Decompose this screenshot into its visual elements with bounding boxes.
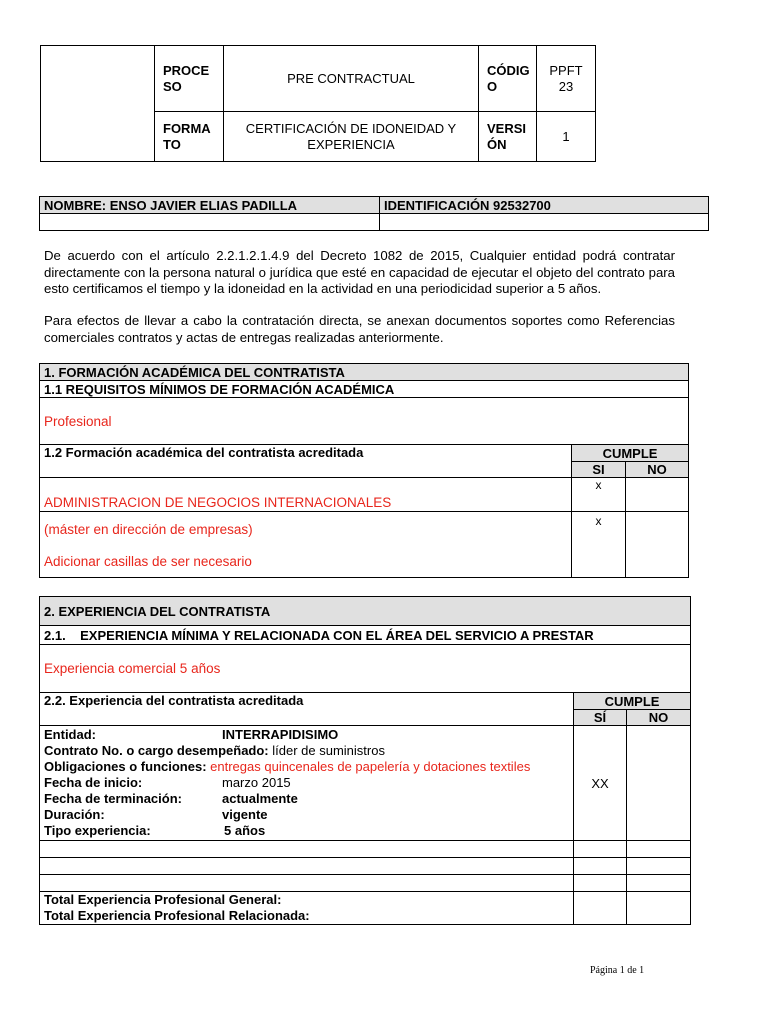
experiencia-title: 2. EXPERIENCIA DEL CONTRATISTA <box>40 597 691 626</box>
table-row <box>40 512 689 578</box>
formacion-row-si: x <box>572 478 626 512</box>
proceso-label: PROCE SO <box>155 46 224 112</box>
nombre-label: NOMBRE: ENSO JAVIER ELIAS PADILLA <box>40 197 380 214</box>
annex-paragraph: Para efectos de llevar a cabo la contratación directa, se anexan documentos soportes como Referencias comerciales contratos y actas de entregas realizadas anteriormente. <box>44 313 675 345</box>
empty-cell <box>40 858 574 875</box>
table-row <box>40 478 689 512</box>
empty-cell <box>574 892 627 925</box>
experiencia-cumple-header: CUMPLE <box>574 693 691 710</box>
formacion-no-header: NO <box>626 462 689 478</box>
empty-cell <box>40 875 574 892</box>
experiencia-entry <box>40 726 574 841</box>
experiencia-no-header: NO <box>627 710 691 726</box>
duracion-value: vigente <box>222 807 268 822</box>
empty-cell <box>627 841 691 858</box>
identificacion-value-cell <box>380 214 709 231</box>
tipo-value: 5 años <box>224 823 266 838</box>
empty-cell <box>40 841 574 858</box>
formacion-row-text: ADMINISTRACION DE NEGOCIOS INTERNACIONALES <box>40 478 572 512</box>
formacion-row-si: x <box>572 512 626 578</box>
experiencia-acreditada-label: 2.2. Experiencia del contratista acreditada <box>40 693 574 726</box>
formacion-title: 1. FORMACIÓN ACADÉMICA DEL CONTRATISTA <box>40 364 689 381</box>
duracion-label: Duración: <box>44 807 105 822</box>
experiencia-min-value: Experiencia comercial 5 años <box>40 645 691 693</box>
page-number: Página 1 de 1 <box>590 965 645 976</box>
empty-cell <box>574 841 627 858</box>
entidad-value: INTERRAPIDISIMO <box>222 727 339 742</box>
inicio-label: Fecha de inicio: <box>44 775 143 790</box>
formacion-row-cell <box>40 512 572 578</box>
formacion-cumple-header: CUMPLE <box>572 445 689 462</box>
contrato-label: Contrato No. o cargo desempeñado: <box>44 743 269 758</box>
table-row <box>40 875 691 892</box>
table-row <box>40 892 691 925</box>
formato-label: FORMA TO <box>155 112 224 162</box>
logo-cell <box>41 46 155 162</box>
terminacion-value: actualmente <box>222 791 298 806</box>
codigo-value: PPFT 23 <box>537 46 596 112</box>
contrato-value: líder de suministros <box>272 743 385 758</box>
formacion-acreditada-label: 1.2 Formación académica del contratista acreditada <box>40 445 572 478</box>
totals-cell <box>40 892 574 925</box>
formacion-row-no <box>626 478 689 512</box>
experiencia-row-si: XX <box>574 726 627 841</box>
experiencia-si-header: SÍ <box>574 710 627 726</box>
experiencia-min-subtitle: 2.1. EXPERIENCIA MÍNIMA Y RELACIONADA CON EL ÁREA DEL SERVICIO A PRESTAR <box>40 626 691 645</box>
formacion-row-text: (máster en dirección de empresas) <box>44 522 253 537</box>
total-general-label: Total Experiencia Profesional General: <box>44 892 282 907</box>
table-row <box>40 841 691 858</box>
formacion-min-subtitle: 1.1 REQUISITOS MÍNIMOS DE FORMACIÓN ACADÉMICA <box>40 381 689 398</box>
formacion-si-header: SI <box>572 462 626 478</box>
identificacion-label: IDENTIFICACIÓN 92532700 <box>380 197 709 214</box>
version-label: VERSI ÓN <box>479 112 537 162</box>
codigo-label: CÓDIG O <box>479 46 537 112</box>
obligaciones-value: entregas quincenales de papelería y dotaciones textiles <box>210 759 531 774</box>
proceso-value: PRE CONTRACTUAL <box>224 46 479 112</box>
empty-cell <box>574 858 627 875</box>
empty-cell <box>627 875 691 892</box>
table-row <box>40 858 691 875</box>
identity-table <box>39 196 709 231</box>
intro-paragraph: De acuerdo con el artículo 2.2.1.2.1.4.9 del Decreto 1082 de 2015, Cualquier entidad podrá contratar directamente con la persona natural o jurídica que esté en capacidad de ejecutar el objeto del contrato para esto certificamos el tiempo y la idoneidad en la actividad en una periodicidad superior a 5 años. <box>44 248 675 296</box>
entidad-label: Entidad: <box>44 727 96 742</box>
empty-cell <box>627 858 691 875</box>
formato-value: CERTIFICACIÓN DE IDONEIDAD Y EXPERIENCIA <box>224 112 479 162</box>
terminacion-label: Fecha de terminación: <box>44 791 182 806</box>
experiencia-row-no <box>627 726 691 841</box>
empty-cell <box>574 875 627 892</box>
nombre-value-cell <box>40 214 380 231</box>
version-value: 1 <box>537 112 596 162</box>
total-relacionada-label: Total Experiencia Profesional Relacionada: <box>44 908 310 923</box>
formacion-add-note: Adicionar casillas de ser necesario <box>44 554 252 569</box>
obligaciones-label: Obligaciones o funciones: <box>44 759 207 774</box>
header-table <box>40 45 596 162</box>
empty-cell <box>627 892 691 925</box>
inicio-value: marzo 2015 <box>222 775 291 790</box>
formacion-min-value: Profesional <box>40 398 689 445</box>
formacion-row-no <box>626 512 689 578</box>
table-row <box>40 726 691 841</box>
formacion-table <box>39 363 689 578</box>
experiencia-table <box>39 596 691 925</box>
tipo-label: Tipo experiencia: <box>44 823 151 838</box>
